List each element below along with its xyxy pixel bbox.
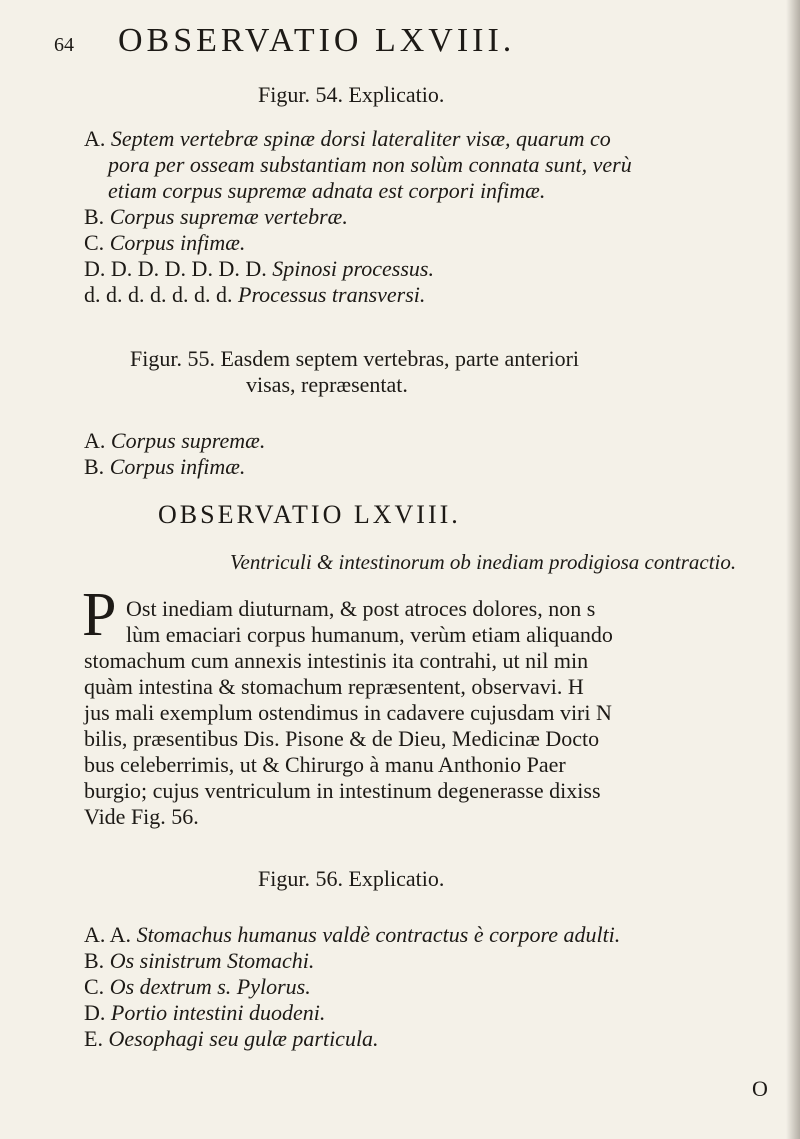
- item-desc: pora per osseam substantiam non solùm connata sunt, verù: [108, 152, 632, 177]
- item-key: E.: [84, 1026, 109, 1051]
- figure-56-item-e: [84, 1026, 379, 1052]
- paragraph-line: jus mali exemplum ostendimus in cadavere cujusdam viri N: [84, 700, 612, 725]
- item-desc: Corpus supremæ.: [110, 428, 266, 453]
- page-edge-shadow: [786, 0, 800, 1139]
- item-desc: etiam corpus supremæ adnata est corpori infimæ.: [108, 178, 546, 203]
- running-head: OBSERVATIO LXVIII.: [118, 22, 516, 59]
- observation-heading: OBSERVATIO LXVIII.: [158, 500, 461, 529]
- catchword: O: [752, 1076, 768, 1101]
- item-desc: Corpus supremæ vertebræ.: [109, 204, 348, 229]
- figure-56-item-b: [84, 948, 314, 974]
- item-key: D. D. D. D. D. D. D.: [84, 256, 273, 281]
- item-key: C.: [84, 230, 110, 255]
- item-desc: Oesophagi seu gulæ particula.: [108, 1026, 379, 1051]
- observation-subtitle: Ventriculi & intestinorum ob inediam prodigiosa contractio.: [230, 550, 737, 574]
- page-number: 64: [54, 34, 74, 56]
- dropcap-letter: P: [82, 581, 117, 649]
- paragraph-line: bus celeberrimis, ut & Chirurgo à manu Anthonio Paer: [84, 752, 566, 777]
- figure-56-item-a: [84, 922, 620, 948]
- item-desc: Septem vertebræ spinæ dorsi lateraliter visæ, quarum co: [110, 126, 611, 151]
- item-key: A.: [84, 428, 111, 453]
- item-desc: Spinosi processus.: [272, 256, 434, 281]
- item-desc: Corpus infimæ.: [109, 454, 246, 479]
- item-key: A. A.: [84, 922, 137, 947]
- paragraph-line: Ost inediam diuturnam, & post atroces dolores, non s: [126, 596, 596, 621]
- item-desc: Stomachus humanus valdè contractus è corpore adulti.: [136, 922, 621, 947]
- paragraph-line: quàm intestina & stomachum repræsentent, observavi. H: [84, 674, 584, 699]
- item-key: d. d. d. d. d. d. d.: [84, 282, 238, 307]
- item-desc: Os dextrum s. Pylorus.: [109, 974, 311, 999]
- item-desc: Corpus infimæ.: [109, 230, 246, 255]
- figure-56-heading: Figur. 56. Explicatio.: [258, 866, 445, 891]
- item-desc: Portio intestini duodeni.: [110, 1000, 326, 1025]
- paragraph-line: stomachum cum annexis intestinis ita contrahi, ut nil min: [84, 648, 589, 673]
- item-desc: Os sinistrum Stomachi.: [109, 948, 315, 973]
- figure-54-item-d: [84, 256, 434, 282]
- item-key: B.: [84, 948, 110, 973]
- figure-54-heading: Figur. 54. Explicatio.: [258, 82, 445, 107]
- item-desc: Processus transversi.: [238, 282, 426, 307]
- figure-54-item-a: [84, 126, 611, 152]
- figure-54-item-a-line-2: [108, 152, 632, 178]
- figure-54-item-b: [84, 204, 348, 230]
- item-key: B.: [84, 204, 110, 229]
- figure-55-item-a: [84, 428, 265, 454]
- paragraph-line: Vide Fig. 56.: [84, 804, 199, 829]
- figure-55-heading: Figur. 55. Easdem septem vertebras, parte anteriori: [130, 346, 580, 371]
- figure-54-item-a-line-3: [108, 178, 545, 204]
- paragraph-line: bilis, præsentibus Dis. Pisone & de Dieu, Medicinæ Docto: [84, 726, 600, 751]
- figure-56-item-d: [84, 1000, 325, 1026]
- item-key: A.: [84, 126, 111, 151]
- item-key: B.: [84, 454, 110, 479]
- figure-54-item-d-lower: [84, 282, 425, 308]
- item-key: D.: [84, 1000, 111, 1025]
- figure-54-item-c: [84, 230, 245, 256]
- paragraph-line: lùm emaciari corpus humanum, verùm etiam aliquando: [126, 622, 613, 647]
- paragraph-line: burgio; cujus ventriculum in intestinum degenerasse dixiss: [84, 778, 601, 803]
- figure-56-item-c: [84, 974, 311, 1000]
- item-key: C.: [84, 974, 110, 999]
- figure-55-item-b: [84, 454, 245, 480]
- figure-55-heading-line-2: visas, repræsentat.: [246, 372, 408, 397]
